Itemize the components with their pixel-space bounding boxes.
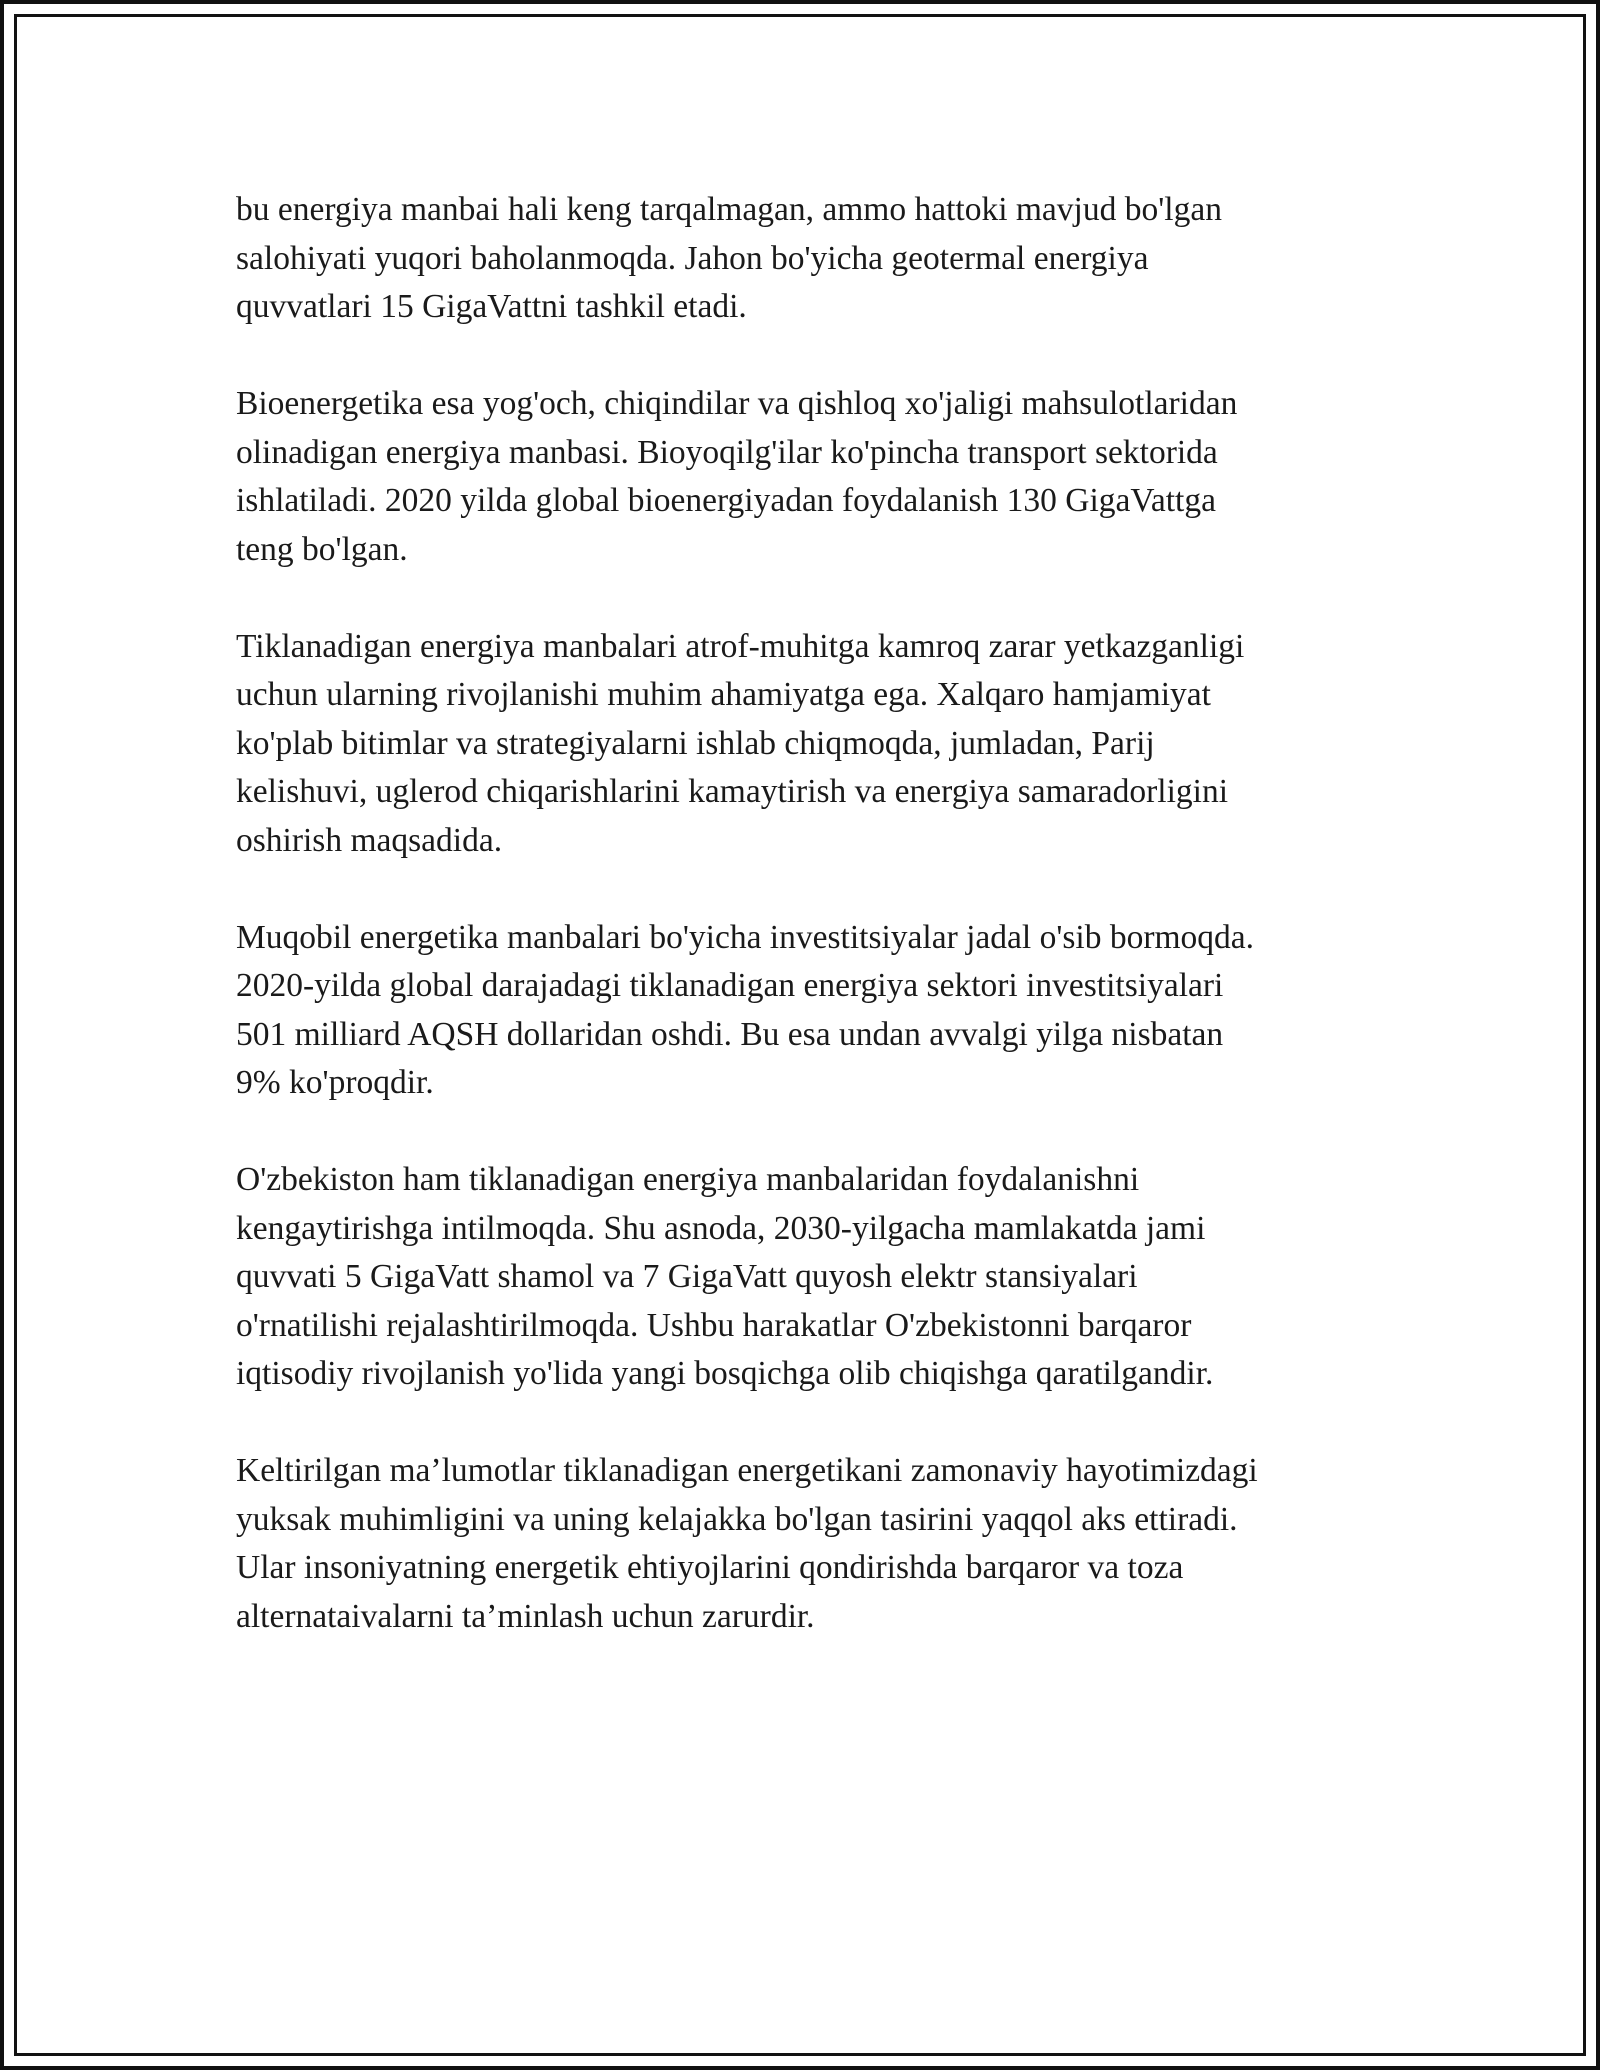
paragraph-uzbekistan: O'zbekiston ham tiklanadigan energiya manbalaridan foydalanishni kengaytirishga intilmoqda. Shu asnoda, 2030-yilgacha mamlakatda jami quvvati 5 GigaVatt shamol va 7 GigaVatt quyosh elektr stansiyalari o'rnatilishi rejalashtirilmoqda. Ushbu harakatlar O'zbekistonni barqaror iqtisodiy rivojlanish yo'lida yangi bosqichga olib chiqishga qaratilgandir. (236, 1161, 1214, 1392)
paragraph-investments: Muqobil energetika manbalari bo'yicha investitsiyalar jadal o'sib bormoqda. 2020-yilda global darajadagi tiklanadigan energiya sektori investitsiyalari 501 milliard AQSH dollaridan oshdi. Bu esa undan avvalgi yilga nisbatan 9% ko'proqdir. (236, 918, 1255, 1101)
document-body (236, 186, 1396, 1641)
paragraph-bioenergy: Bioenergetika esa yog'och, chiqindilar va qishloq xo'jaligi mahsulotlaridan olinadigan energiya manbasi. Bioyoqilg'ilar ko'pincha transport sektorida ishlatiladi. 2020 yilda global bioenergiyadan foydalanish 130 GigaVattga teng bo'lgan. (236, 385, 1238, 568)
paragraph-environment: Tiklanadigan energiya manbalari atrof-muhitga kamroq zarar yetkazganligi uchun ularning rivojlanishi muhim ahamiyatga ega. Xalqaro hamjamiyat ko'plab bitimlar va strategiyalarni ishlab chiqmoqda, jumladan, Parij kelishuvi, uglerod chiqarishlarini kamaytirish va energiya samaradorligini oshirish maqsadida. (236, 627, 1245, 859)
paragraph-conclusion: Keltirilgan ma’lumotlar tiklanadigan energetikani zamonaviy hayotimizdagi yuksak muhimligini va uning kelajakka bo'lgan tasirini yaqqol aks ettiradi. Ular insoniyatning energetik ehtiyojlarini qondirishda barqaror va toza alternataivalarni ta’minlash uchun zarurdir. (236, 1452, 1258, 1635)
paragraph-geothermal: bu energiya manbai hali keng tarqalmagan, ammo hattoki mavjud bo'lgan salohiyati yuqori baholanmoqda. Jahon bo'yicha geotermal energiya quvvatlari 15 GigaVattni tashkil etadi. (236, 191, 1222, 325)
